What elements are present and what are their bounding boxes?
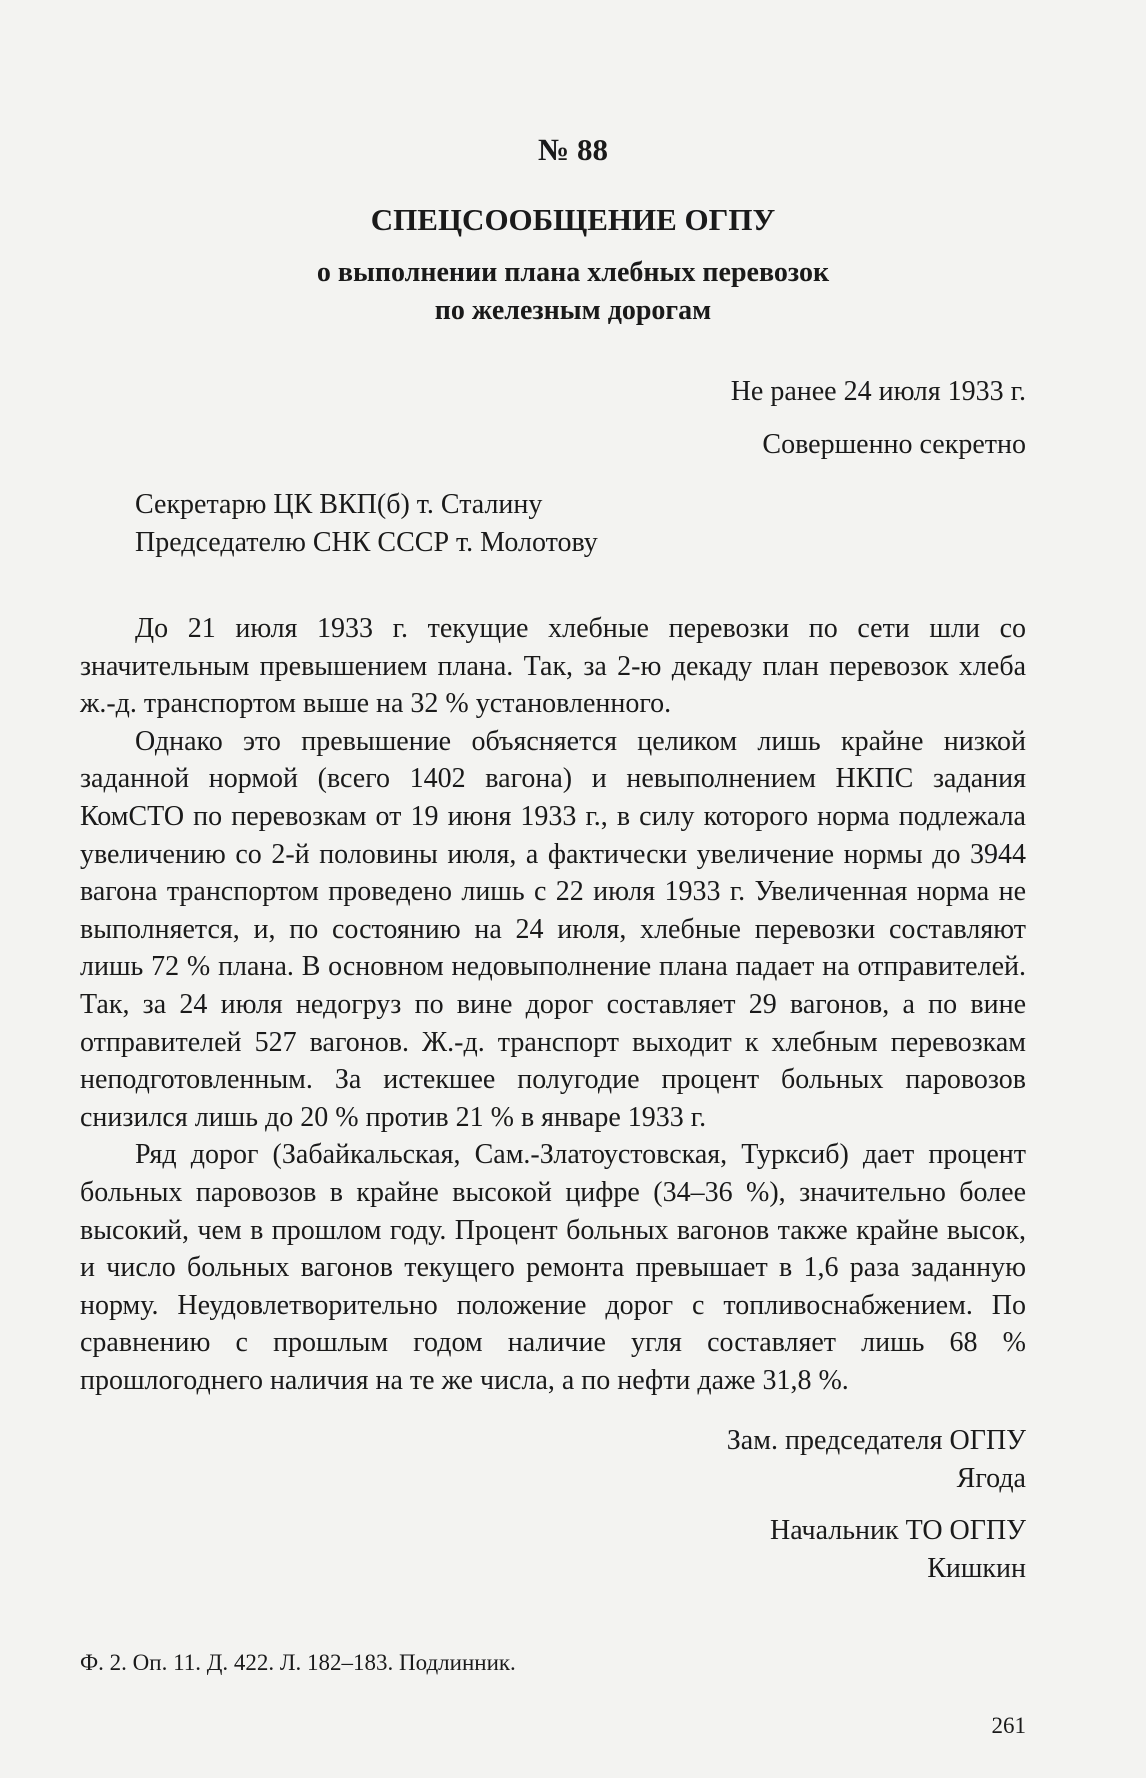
addressee: Секретарю ЦК ВКП(б) т. Сталину — [135, 489, 543, 520]
classification-label: Совершенно секретно — [762, 429, 1026, 460]
subtitle-line-2: по железным дорогам — [434, 295, 712, 326]
signature-name: Кишкин — [927, 1553, 1026, 1584]
document-date: Не ранее 24 июля 1933 г. — [730, 376, 1026, 407]
document-subtitle — [0, 254, 1146, 330]
title-block — [0, 128, 1146, 330]
page-number: 261 — [991, 1713, 1026, 1738]
document-number: № 88 — [538, 132, 608, 167]
document-title: СПЕЦСООБЩЕНИЕ ОГПУ — [370, 202, 776, 237]
paragraph: До 21 июля 1933 г. текущие хлебные перевозки по сети шли со значительным превышением плана. Так, за 2-ю декаду план перевозок хлеба ж.-д. транспортом выше на 32 % установленного. — [80, 613, 1026, 720]
signature-block — [727, 1422, 1026, 1498]
signature-position: Начальник ТО ОГПУ — [769, 1515, 1026, 1546]
signature-name: Ягода — [956, 1463, 1026, 1494]
signature-block — [770, 1512, 1026, 1588]
addressees — [135, 486, 598, 562]
paragraph: Ряд дорог (Забайкальская, Сам.-Златоустовская, Турксиб) дает процент больных паровозов в крайне высокой цифре (34–36 %), значительно более высокий, чем в прошлом году. Процент больных вагонов также крайне высок, и число больных вагонов текущего ремонта превышает в 1,6 раза заданную норму. Неудовлетворительно положение дорог с топливоснабжением. По сравнению с прошлым годом наличие угля составляет лишь 68 % прошлогоднего наличия на те же числа, а по нефти даже 31,8 %. — [80, 1139, 1026, 1396]
body-text — [80, 610, 1026, 1399]
archival-source: Ф. 2. Оп. 11. Д. 422. Л. 182–183. Подлинник. — [80, 1650, 516, 1675]
subtitle-line-1: о выполнении плана хлебных перевозок — [316, 257, 830, 288]
signature-position: Зам. председателя ОГПУ — [726, 1425, 1026, 1456]
paragraph: Однако это превышение объясняется целиком лишь крайне низкой заданной нормой (всего 1402 вагона) и невыполнением НКПС задания КомСТО по перевозкам от 19 июня 1933 г., в силу которого норма подлежала увеличению со 2-й половины июля, а фактически увеличение нормы до 3944 вагона транспортом проведено лишь с 22 июля 1933 г. Увеличенная норма не выполняется, и, по состоянию на 24 июля, хлебные перевозки составляют лишь 72 % плана. В основном недовыполнение плана падает на отправителей. Так, за 24 июля недогруз по вине дорог составляет 29 вагонов, а по вине отправителей 527 вагонов. Ж.-д. транспорт выходит к хлебным перевозкам неподготовленным. За истекшее полугодие процент больных паровозов снизился лишь до 20 % против 21 % в январе 1933 г. — [80, 725, 1026, 1133]
addressee: Председателю СНК СССР т. Молотову — [135, 527, 598, 558]
